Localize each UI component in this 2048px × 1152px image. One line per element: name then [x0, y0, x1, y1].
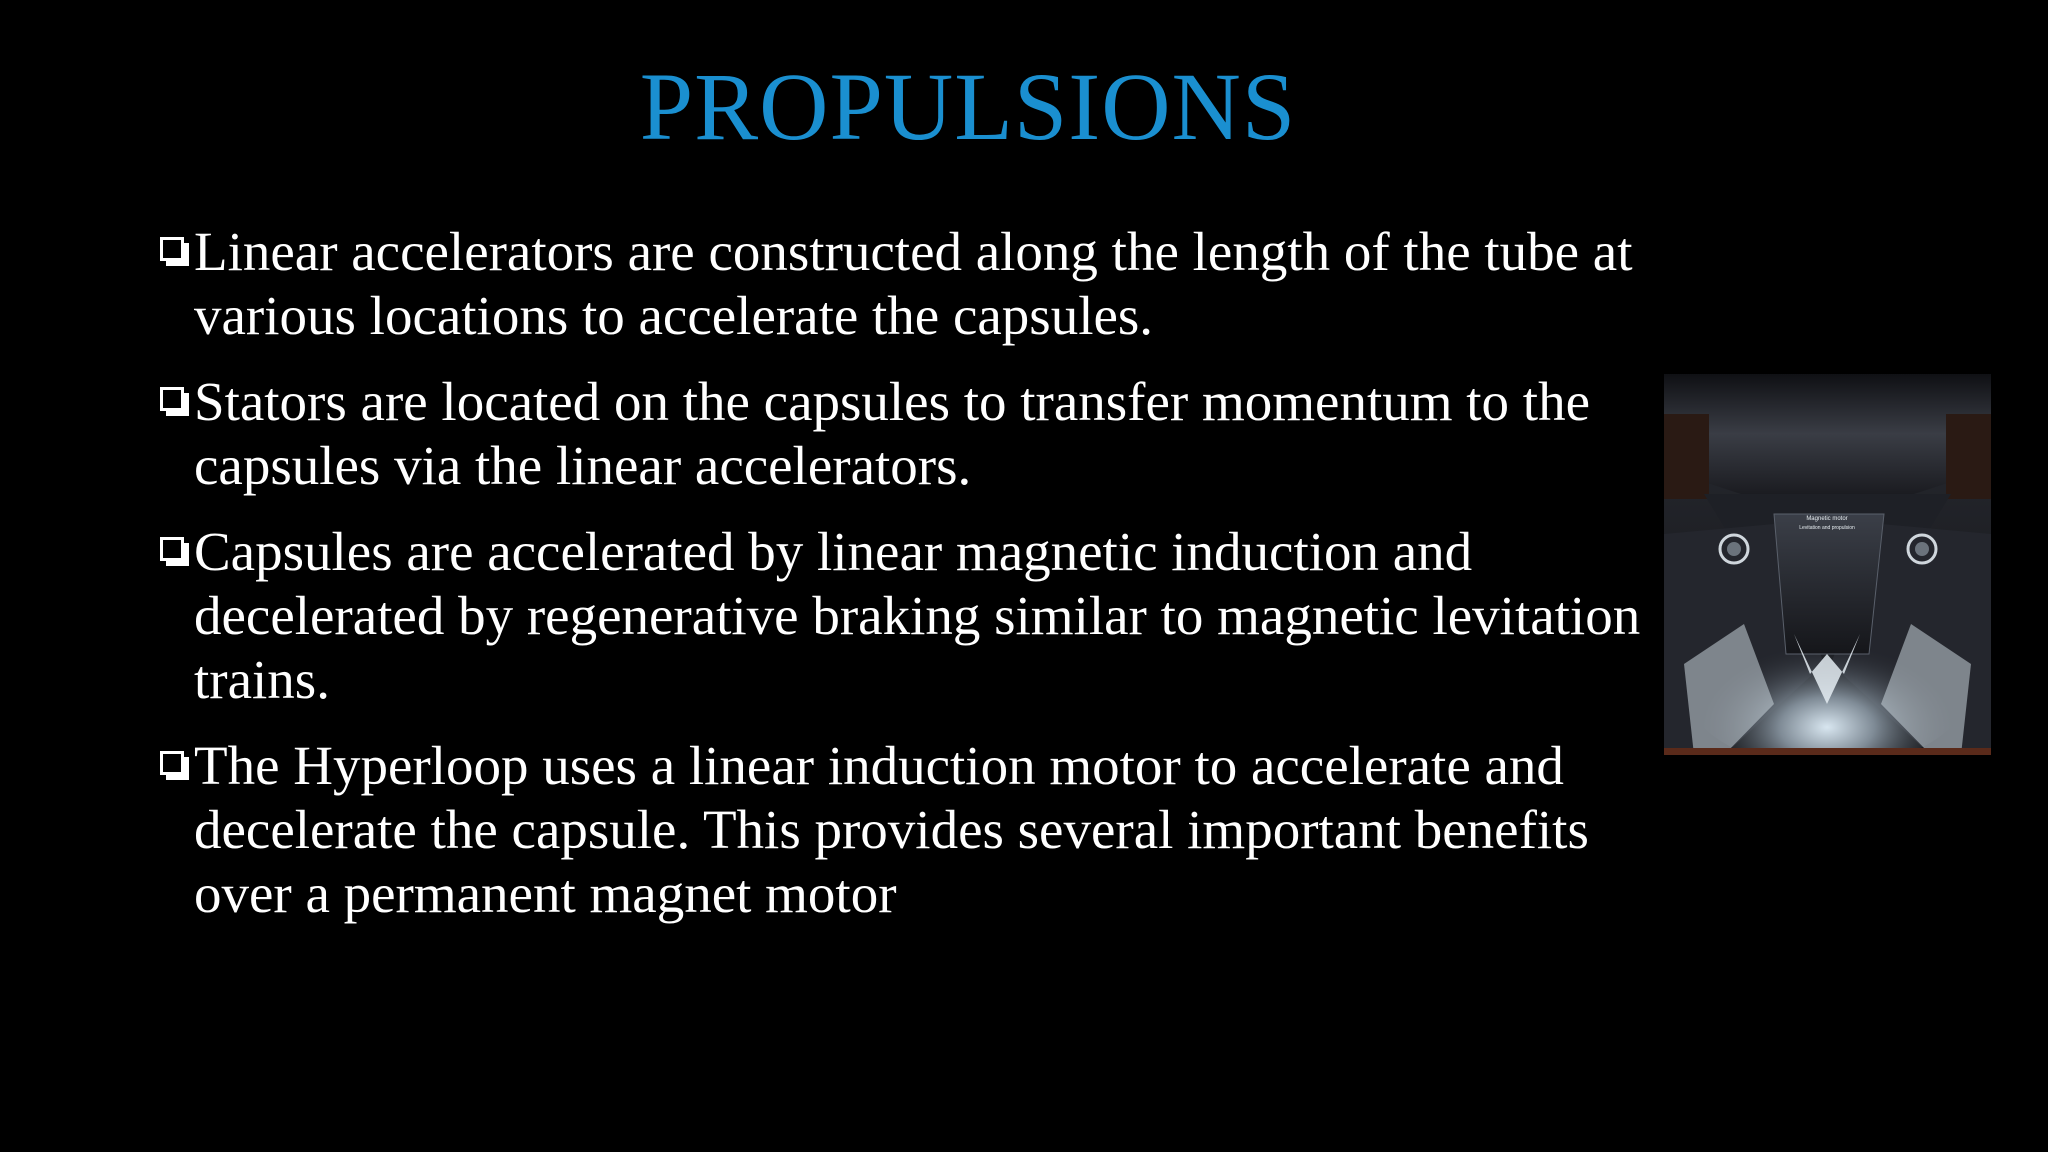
photo-caption-line2: Levitation and propulsion: [1799, 525, 1855, 531]
bullet-text: The Hyperloop uses a linear induction motor to accelerate and decelerate the capsule. This provides several important benefits over a permanent magnet motor: [194, 735, 1589, 924]
shadowed-square-icon: [160, 537, 190, 567]
bullet-text: Capsules are accelerated by linear magnetic induction and decelerated by regenerative braking similar to magnetic levitation trains.: [194, 521, 1641, 710]
shadowed-square-icon: [160, 751, 190, 781]
bullet-text: Linear accelerators are constructed along the length of the tube at various locations to accelerate the capsules.: [194, 221, 1633, 346]
shadowed-square-icon: [160, 387, 190, 417]
photo-caption-line1: Magnetic motor: [1806, 516, 1848, 522]
bullet-list: [158, 220, 1648, 948]
shadowed-square-icon: [160, 237, 190, 267]
bullet-item: [158, 370, 1648, 498]
magnetic-motor-photo: [1664, 374, 1991, 755]
bullet-text: Stators are located on the capsules to transfer momentum to the capsules via the linear accelerators.: [194, 371, 1590, 496]
bullet-item: [158, 734, 1648, 926]
bullet-item: [158, 220, 1648, 348]
bullet-item: [158, 520, 1648, 712]
slide-title: PROPULSIONS: [639, 53, 1297, 160]
capsule-interior-illustration: [1664, 374, 1991, 755]
